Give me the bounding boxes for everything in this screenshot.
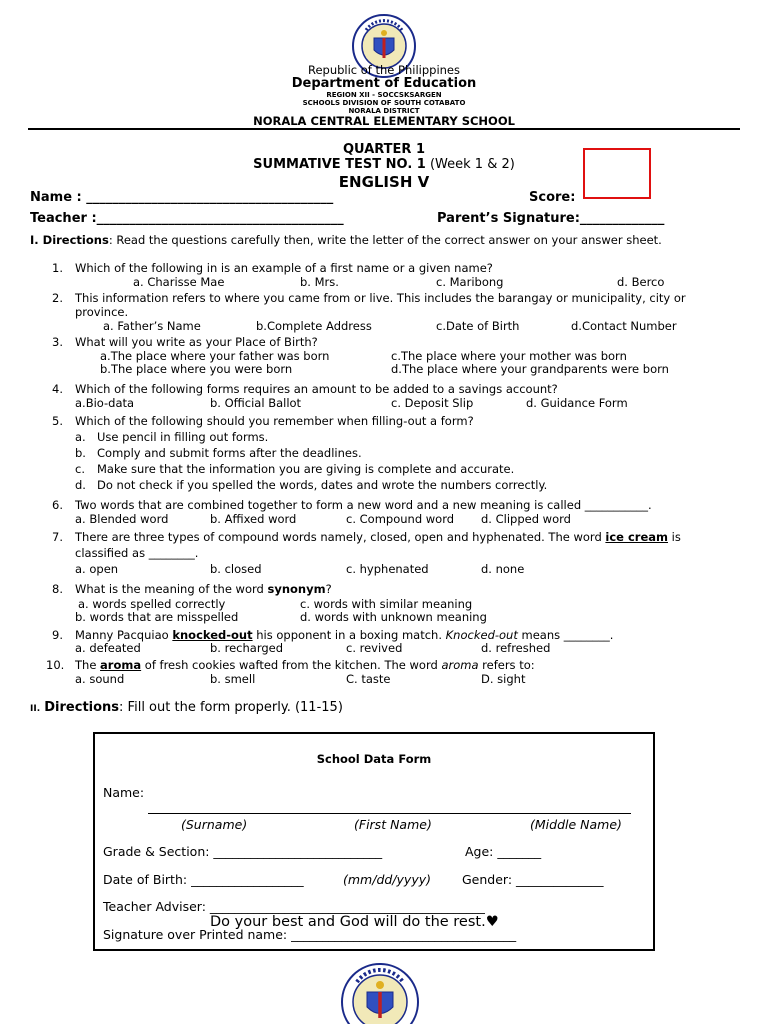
q3-choice-b[interactable]: b.The place where you were born xyxy=(100,362,293,376)
q7-text-after: is xyxy=(668,530,681,544)
form-title: School Data Form xyxy=(316,752,432,766)
q9-choice-c[interactable]: c. revived xyxy=(346,641,403,655)
part1-label: I. Directions xyxy=(30,233,109,247)
q8-choice-c[interactable]: c. words with similar meaning xyxy=(300,597,473,611)
q6-choice-c[interactable]: c. Compound word xyxy=(346,512,455,526)
district-text: NORALA DISTRICT xyxy=(348,107,420,115)
q6-choice-b[interactable]: b. Affixed word xyxy=(210,512,297,526)
q10-choice-c[interactable]: C. taste xyxy=(346,672,391,686)
q10-text: The xyxy=(75,658,101,672)
school-name: NORALA CENTRAL ELEMENTARY SCHOOL xyxy=(253,114,515,128)
part2-number: II. xyxy=(30,704,41,714)
score-box[interactable] xyxy=(583,148,651,199)
q4-text: Which of the following forms requires an amount to be added to a savings account? xyxy=(75,382,558,396)
q5-choice-b-letter[interactable]: b. xyxy=(75,446,86,460)
q2-choice-d[interactable]: d.Contact Number xyxy=(571,319,677,333)
q7-choice-c[interactable]: c. hyphenated xyxy=(346,562,429,576)
form-age[interactable]: Age: _______ xyxy=(465,844,542,859)
q9-number: 9. xyxy=(52,628,63,642)
q5-choice-d[interactable]: Do not check if you spelled the words, dates and wrote the numbers correctly. xyxy=(97,478,548,492)
q4-choice-a[interactable]: a.Bio-data xyxy=(75,396,135,410)
q3-text: What will you write as your Place of Birth? xyxy=(75,335,318,349)
q5-choice-a-letter[interactable]: a. xyxy=(75,430,86,444)
q8-keyword: synonym xyxy=(267,582,326,596)
quarter-title: QUARTER 1 xyxy=(342,142,426,157)
part1-directions xyxy=(30,233,662,247)
q1-choice-d[interactable]: d. Berco xyxy=(617,275,665,289)
q10-text-end: refers to: xyxy=(478,658,535,672)
summative-label: SUMMATIVE TEST NO. 1 xyxy=(253,157,426,172)
q7-text: There are three types of compound words namely, closed, open and hyphenated. The word xyxy=(75,530,606,544)
q6-text: Two words that are combined together to form a new word and a new meaning is called ___________. xyxy=(75,498,652,512)
form-dob-format: (mm/dd/yyyy) xyxy=(343,872,431,887)
q5-choice-c-letter[interactable]: c. xyxy=(75,462,85,476)
q9-choice-d[interactable]: d. refreshed xyxy=(481,641,551,655)
q4-choice-d[interactable]: d. Guidance Form xyxy=(526,396,628,410)
parent-signature-field[interactable]: Parent’s Signature:_____________ xyxy=(437,211,665,226)
weeks-label: (Week 1 & 2) xyxy=(429,157,515,172)
q7-text-line xyxy=(75,530,681,544)
q9-keyword: knocked-out xyxy=(172,628,253,642)
q3-choice-d[interactable]: d.The place where your grandparents were born xyxy=(391,362,669,376)
q8-choice-a[interactable]: a. words spelled correctly xyxy=(78,597,226,611)
q1-text: Which of the following in is an example of a first name or a given name? xyxy=(75,261,493,275)
form-motto: Do your best and God will do the rest.♥ xyxy=(210,914,499,930)
q6-choice-d[interactable]: d. Clipped word xyxy=(481,512,571,526)
q9-text-end: means ________. xyxy=(517,628,614,642)
q2-choice-b[interactable]: b.Complete Address xyxy=(256,319,372,333)
form-name-label: Name: xyxy=(103,785,145,800)
q5-text: Which of the following should you remember when filling-out a form? xyxy=(75,414,474,428)
subject-title: ENGLISH V xyxy=(338,173,430,191)
q5-choice-c[interactable]: Make sure that the information you are giving is complete and accurate. xyxy=(97,462,515,476)
teacher-field[interactable]: Teacher :______________________________________ xyxy=(30,211,344,226)
form-gender[interactable]: Gender: ______________ xyxy=(462,872,604,887)
q9-text-after: his opponent in a boxing match. xyxy=(252,628,446,642)
q2-number: 2. xyxy=(52,291,63,305)
part2-text: : Fill out the form properly. (11-15) xyxy=(119,700,343,715)
part2-directions xyxy=(30,700,343,715)
q6-number: 6. xyxy=(52,498,63,512)
q2-text-cont: province. xyxy=(75,305,129,319)
q1-choice-c[interactable]: c. Maribong xyxy=(436,275,504,289)
q9-italic: Knocked-out xyxy=(445,628,518,642)
q7-number: 7. xyxy=(52,530,63,544)
q7-choice-d[interactable]: d. none xyxy=(481,562,525,576)
q5-number: 5. xyxy=(52,414,63,428)
q5-choice-d-letter[interactable]: d. xyxy=(75,478,86,492)
q5-choice-b[interactable]: Comply and submit forms after the deadlines. xyxy=(97,446,362,460)
q10-text-line xyxy=(75,658,535,672)
q1-number: 1. xyxy=(52,261,63,275)
q7-choice-a[interactable]: a. open xyxy=(75,562,119,576)
form-first-name-caption: (First Name) xyxy=(354,817,432,832)
form-teacher-adviser[interactable]: Teacher Adviser: ____________________________________________ xyxy=(103,899,485,914)
q4-choice-c[interactable]: c. Deposit Slip xyxy=(391,396,474,410)
q1-choice-b[interactable]: b. Mrs. xyxy=(300,275,339,289)
form-date-of-birth[interactable]: Date of Birth: __________________ xyxy=(103,872,304,887)
division-text: SCHOOLS DIVISION OF SOUTH COTABATO xyxy=(302,99,466,107)
q10-choice-a[interactable]: a. sound xyxy=(75,672,125,686)
q7-choice-b[interactable]: b. closed xyxy=(210,562,262,576)
q8-text: What is the meaning of the word xyxy=(75,582,268,596)
q2-choice-c[interactable]: c.Date of Birth xyxy=(436,319,520,333)
q10-italic: aroma xyxy=(441,658,479,672)
department-text: Department of Education xyxy=(291,76,477,91)
deped-seal-bottom xyxy=(340,962,420,1024)
q3-choice-c[interactable]: c.The place where your mother was born xyxy=(391,349,627,363)
q10-number: 10. xyxy=(46,658,65,672)
q5-choice-a[interactable]: Use pencil in filling out forms. xyxy=(97,430,269,444)
q2-choice-a[interactable]: a. Father’s Name xyxy=(103,319,201,333)
header-divider xyxy=(28,128,740,130)
q3-number: 3. xyxy=(52,335,63,349)
name-field[interactable]: Name : ______________________________________ xyxy=(30,190,334,205)
summative-title xyxy=(0,157,768,172)
q8-choice-d[interactable]: d. words with unknown meaning xyxy=(300,610,487,624)
q8-text-after: ? xyxy=(325,582,332,596)
republic-text: Republic of the Philippines xyxy=(307,63,461,77)
score-label: Score: xyxy=(529,190,576,205)
q10-text-after: of fresh cookies wafted from the kitchen. The word xyxy=(141,658,442,672)
q8-text-line xyxy=(75,582,332,596)
q2-text: This information refers to where you came from or live. This includes the barangay or municipality, city or xyxy=(75,291,686,305)
q8-choice-b[interactable]: b. words that are misspelled xyxy=(75,610,239,624)
q7-keyword: ice cream xyxy=(605,530,668,544)
q9-text: Manny Pacquiao xyxy=(75,628,173,642)
q10-keyword: aroma xyxy=(100,658,142,672)
part1-text: : Read the questions carefully then, write the letter of the correct answer on your answer sheet. xyxy=(108,233,662,247)
form-surname-caption: (Surname) xyxy=(181,817,248,832)
q4-choice-b[interactable]: b. Official Ballot xyxy=(210,396,302,410)
q9-text-line xyxy=(75,628,613,642)
q3-choice-a[interactable]: a.The place where your father was born xyxy=(100,349,330,363)
region-text: REGION XII - SOCCSKSARGEN xyxy=(326,91,442,99)
q10-choice-d[interactable]: D. sight xyxy=(481,672,526,686)
q10-choice-b[interactable]: b. smell xyxy=(210,672,256,686)
part2-label: Directions xyxy=(44,700,120,715)
q1-choice-a[interactable]: a. Charisse Mae xyxy=(133,275,225,289)
form-middle-name-caption: (Middle Name) xyxy=(530,817,622,832)
q4-number: 4. xyxy=(52,382,63,396)
form-signature[interactable]: Signature over Printed name: ____________________________________ xyxy=(103,927,517,942)
q9-choice-b[interactable]: b. recharged xyxy=(210,641,284,655)
form-name-line[interactable] xyxy=(148,813,631,814)
form-grade-section[interactable]: Grade & Section: ___________________________ xyxy=(103,844,383,859)
q7-text-cont: classified as ________. xyxy=(75,546,199,560)
q6-choice-a[interactable]: a. Blended word xyxy=(75,512,169,526)
q8-number: 8. xyxy=(52,582,63,596)
q9-choice-a[interactable]: a. defeated xyxy=(75,641,141,655)
